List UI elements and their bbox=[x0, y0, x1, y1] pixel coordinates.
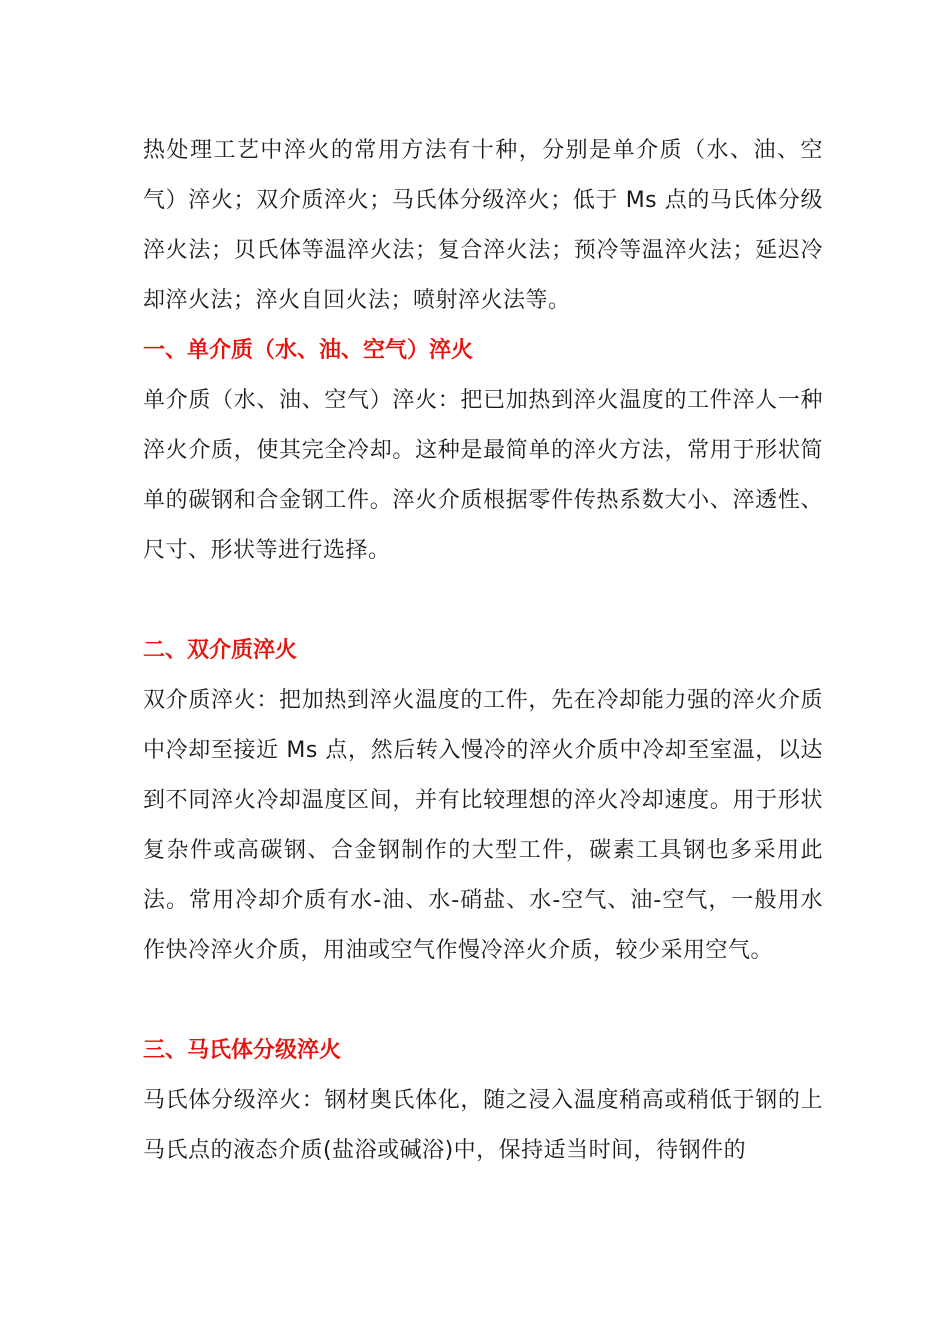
document-page bbox=[143, 126, 823, 1176]
paragraph-spacer bbox=[143, 976, 823, 1026]
section-2-heading: 二、双介质淬火 bbox=[143, 638, 298, 663]
section-1-heading: 一、单介质（水、油、空气）淬火 bbox=[143, 338, 474, 363]
paragraph-spacer bbox=[143, 576, 823, 626]
section-3-body: 马氏体分级淬火：钢材奥氏体化，随之浸入温度稍高或稍低于钢的上马氏点的液态介质(盐浴或碱浴)中，保持适当时间，待钢件的 bbox=[143, 1088, 823, 1163]
intro-paragraph: 热处理工艺中淬火的常用方法有十种，分别是单介质（水、油、空气）淬火；双介质淬火；马氏体分级淬火；低于 Ms 点的马氏体分级淬火法；贝氏体等温淬火法；复合淬火法；预冷等温淬火法；延迟冷却淬火法；淬火自回火法；喷射淬火法等。 bbox=[143, 138, 823, 313]
section-1-body: 单介质（水、油、空气）淬火：把已加热到淬火温度的工件淬人一种淬火介质，使其完全冷却。这种是最简单的淬火方法，常用于形状简单的碳钢和合金钢工件。淬火介质根据零件传热系数大小、淬透性、尺寸、形状等进行选择。 bbox=[143, 388, 823, 563]
section-3-heading: 三、马氏体分级淬火 bbox=[143, 1038, 342, 1063]
section-2-body: 双介质淬火：把加热到淬火温度的工件，先在冷却能力强的淬火介质中冷却至接近 Ms 点，然后转入慢冷的淬火介质中冷却至室温，以达到不同淬火冷却温度区间，并有比较理想的淬火冷却速度。用于形状复杂件或高碳钢、合金钢制作的大型工件，碳素工具钢也多采用此法。常用冷却介质有水-油、水-硝盐、水-空气、油-空气，一般用水作快冷淬火介质，用油或空气作慢冷淬火介质，较少采用空气。 bbox=[143, 688, 823, 963]
